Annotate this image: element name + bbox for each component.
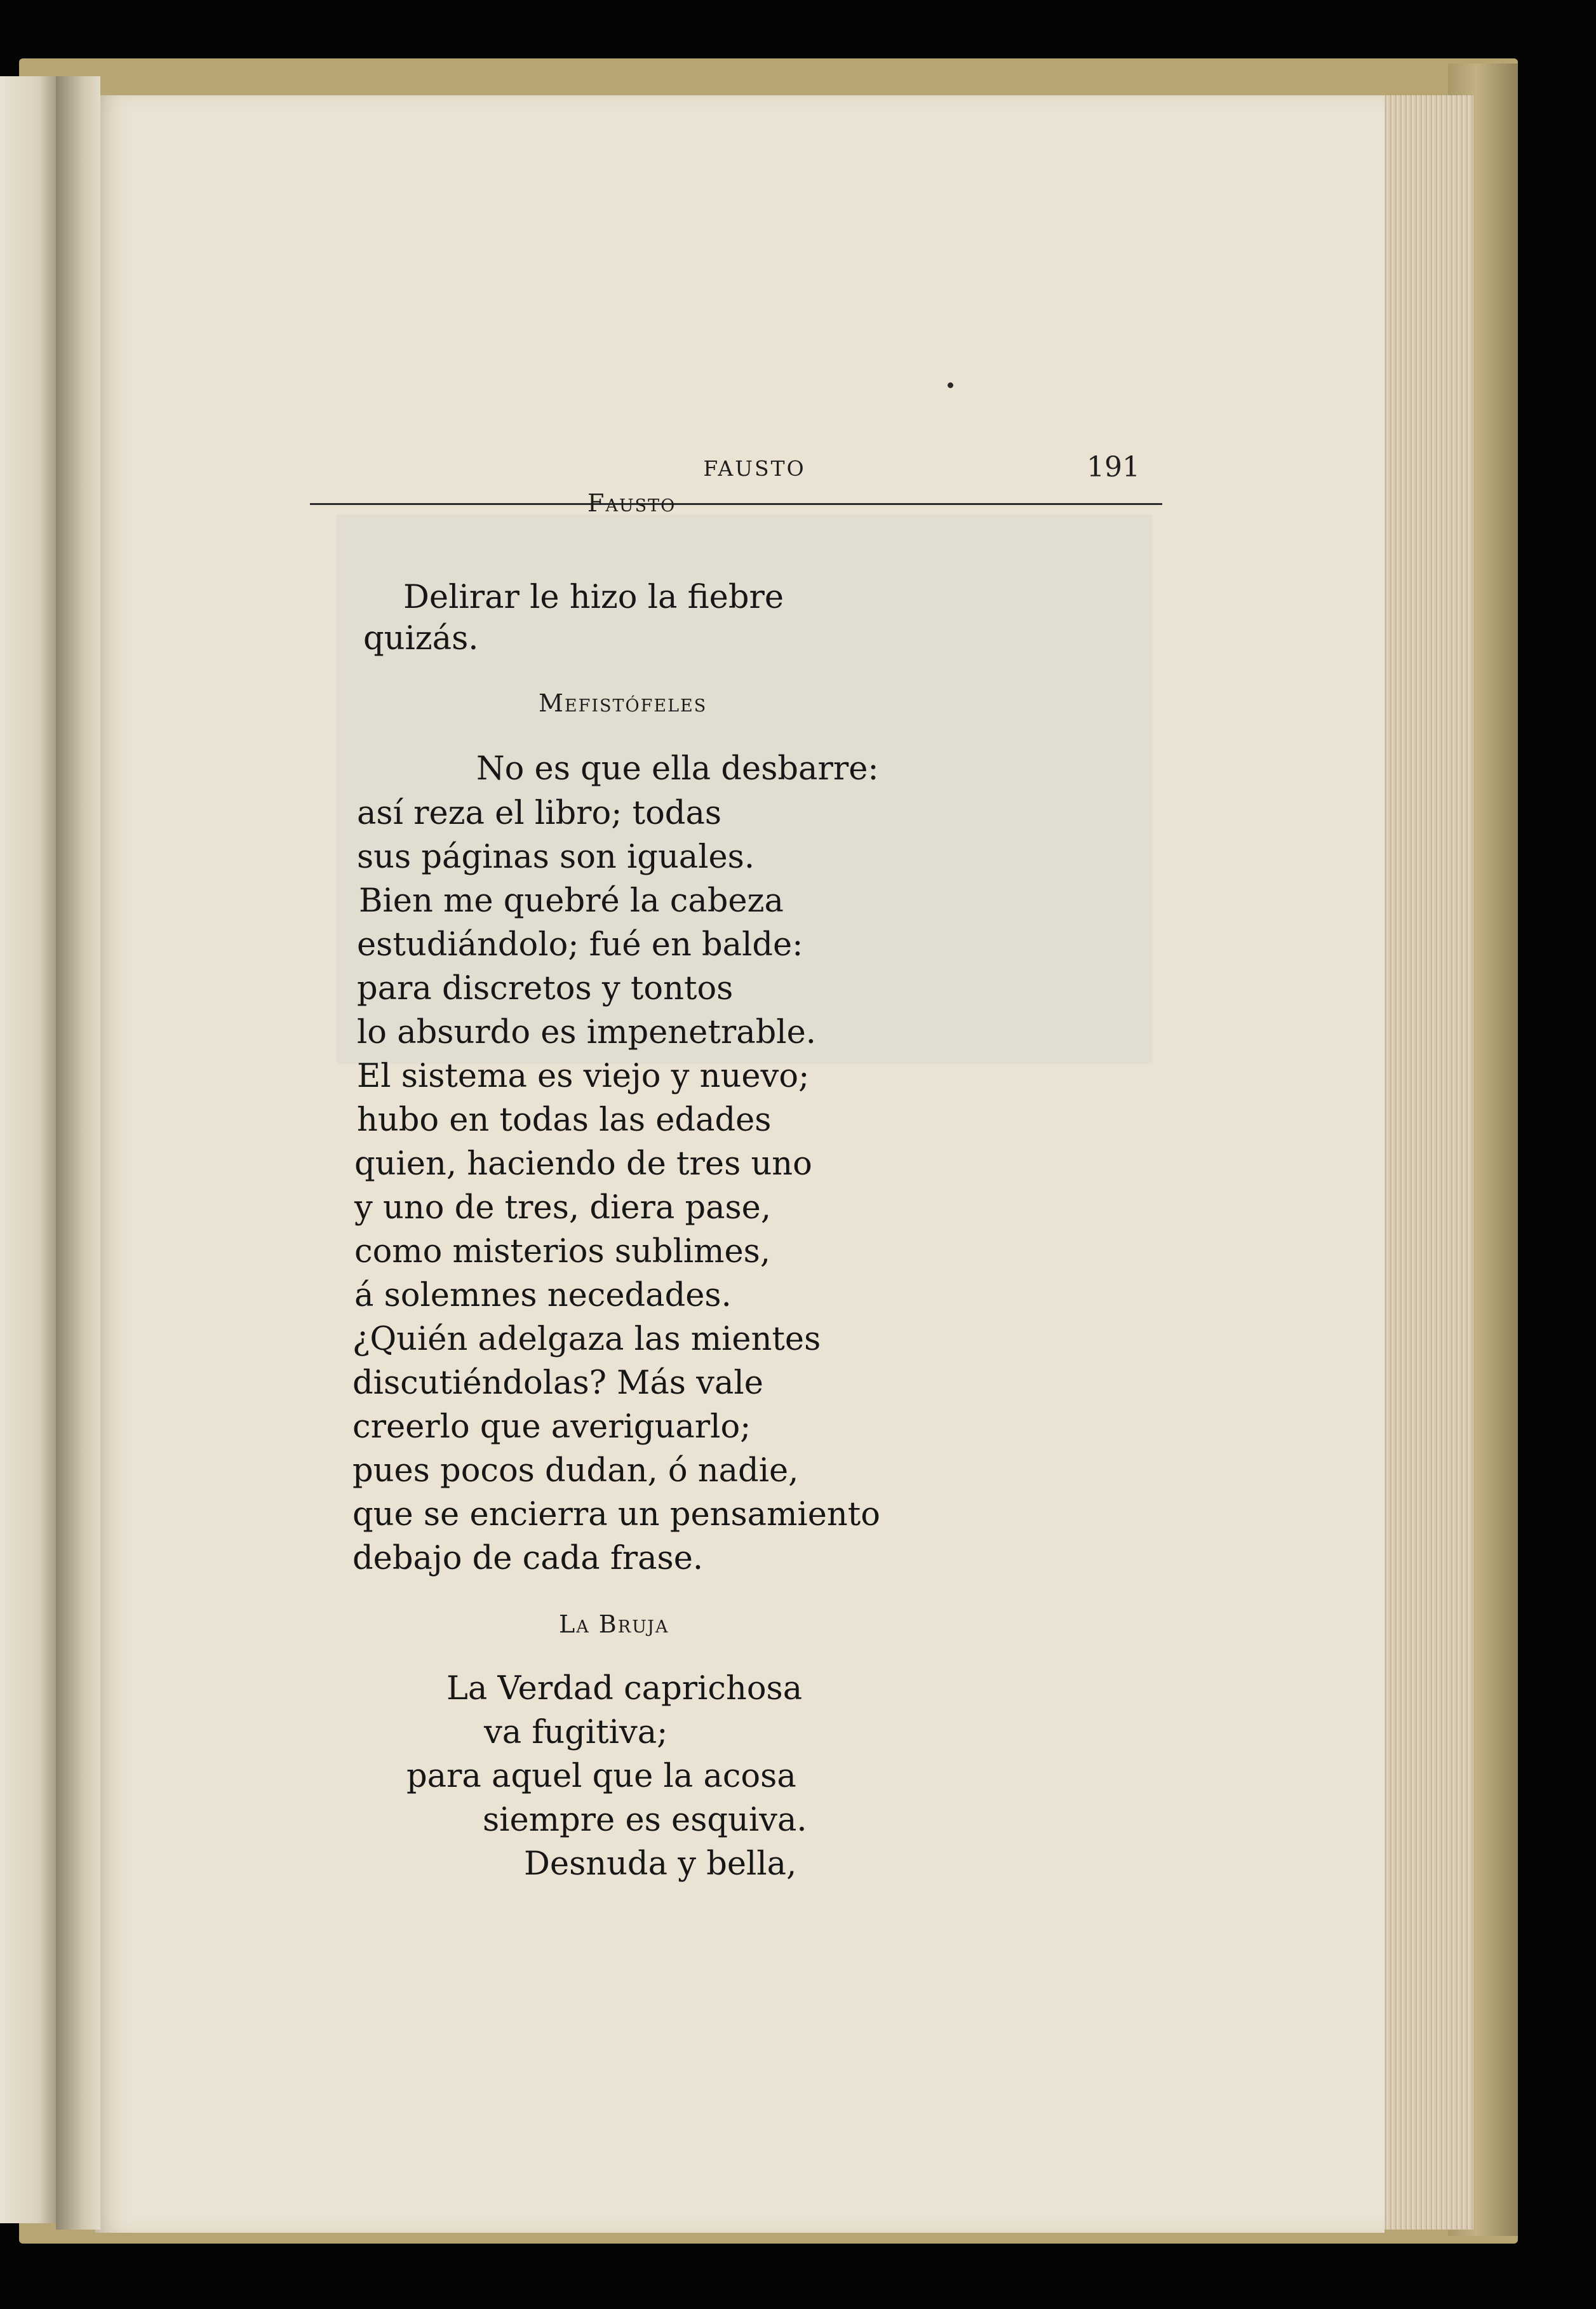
page-block-edges (1378, 95, 1473, 2230)
verse-line: sus páginas son iguales. (357, 838, 755, 876)
verse-line: La Verdad caprichosa (446, 1670, 803, 1707)
verse-line: debajo de cada frase. (352, 1540, 704, 1577)
book-gutter (56, 76, 100, 2230)
facing-page (0, 76, 56, 2223)
verse-line: pues pocos dudan, ó nadie, (352, 1452, 799, 1490)
page-number: 191 (1087, 451, 1140, 483)
verse-line: Bien me quebré la cabeza (359, 882, 784, 920)
verse-line: estudiándolo; fué en balde: (357, 926, 803, 964)
verse-line: para aquel que la acosa (406, 1758, 796, 1795)
verse-line: Delirar le hizo la fiebre (403, 579, 784, 616)
running-head-title: FAUSTO (703, 456, 806, 481)
verse-line: El sistema es viejo y nuevo; (357, 1058, 810, 1095)
verse-line: creerlo que averiguarlo; (352, 1408, 751, 1446)
verse-line: quien, haciendo de tres uno (354, 1145, 812, 1183)
verse-line: hubo en todas las edades (357, 1101, 772, 1139)
verse-line: va fugitiva; (484, 1714, 668, 1751)
verse-line: á solemnes necedades. (354, 1277, 732, 1314)
running-head (310, 451, 1162, 505)
speaker-heading-mefistofeles: Mefistófeles (539, 689, 707, 717)
verse-line: ¿Quién adelgaza las mientes (352, 1321, 821, 1358)
speaker-heading-fausto: Fausto (587, 489, 676, 517)
verse-line: así reza el libro; todas (357, 795, 722, 832)
verse-line: lo absurdo es impenetrable. (357, 1014, 816, 1051)
speaker-heading-la-bruja: La Bruja (559, 1610, 669, 1638)
verse-line: para discretos y tontos (357, 970, 734, 1007)
verse-line: discutiéndolas? Más vale (352, 1364, 763, 1402)
ink-speck (948, 382, 953, 388)
verse-line: Desnuda y bella, (524, 1845, 797, 1883)
verse-line: como misterios sublimes, (354, 1233, 771, 1270)
verse-line: quizás. (363, 620, 479, 657)
verse-line: No es que ella desbarre: (476, 750, 879, 788)
verse-line: siempre es esquiva. (483, 1801, 807, 1839)
verse-line: y uno de tres, diera pase, (354, 1189, 772, 1227)
verse-line: que se encierra un pensamiento (352, 1496, 880, 1533)
book-page (95, 95, 1385, 2233)
